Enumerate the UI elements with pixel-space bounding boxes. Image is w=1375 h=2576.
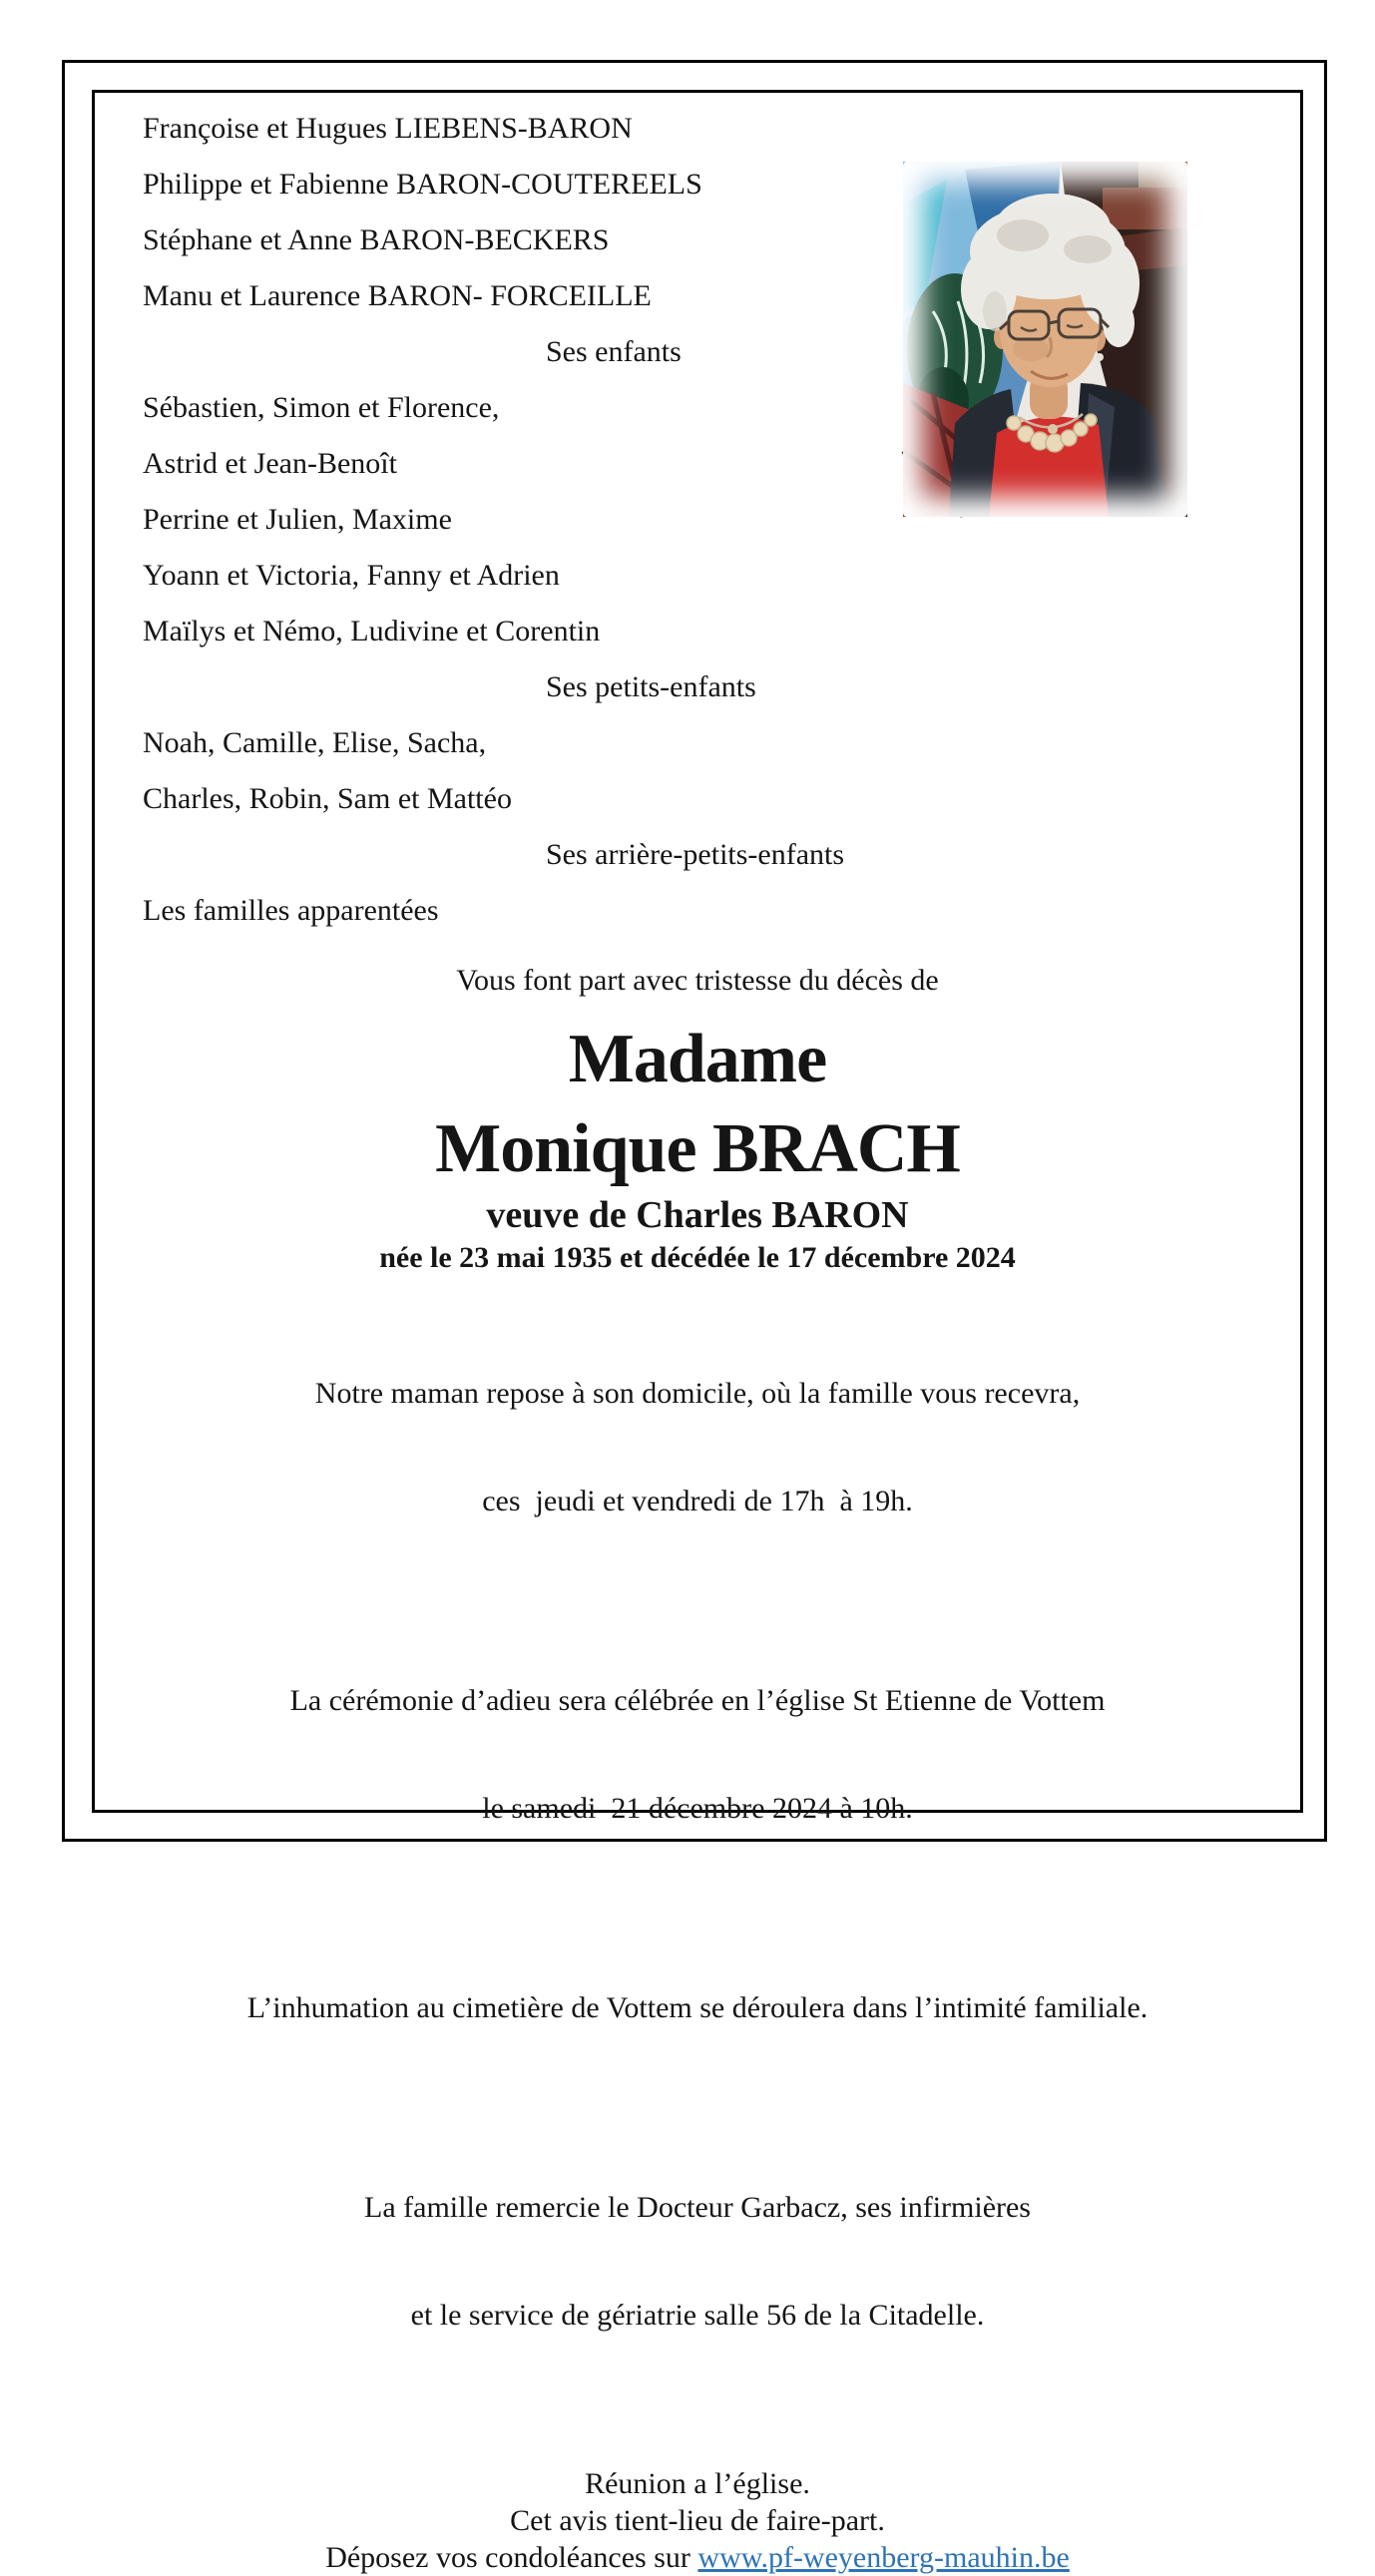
widow-line: veuve de Charles BARON <box>486 1194 909 1236</box>
grandchildren-line: Sébastien, Simon et Florence, <box>143 391 500 424</box>
children-label: Ses enfants <box>546 335 682 368</box>
grandchildren-line: Perrine et Julien, Maxime <box>143 503 452 536</box>
greatgrandchildren-label: Ses arrière-petits-enfants <box>546 838 845 871</box>
ceremony-paragraph <box>95 1611 1300 1899</box>
family-line: Françoise et Hugues LIEBENS-BARON <box>143 112 633 145</box>
burial-paragraph <box>95 1919 1300 2098</box>
deceased-title: Madame <box>568 1021 827 1097</box>
paragraph-line: La famille remercie le Docteur Garbacz, ses infirmières <box>364 2191 1031 2224</box>
grandchildren-line: Yoann et Victoria, Fanny et Adrien <box>143 559 560 592</box>
obituary-content <box>95 93 1300 2574</box>
condolences-prefix: Déposez vos condoléances sur <box>325 2541 698 2574</box>
birth-death-dates: née le 23 mai 1935 et décédée le 17 décembre 2024 <box>379 1241 1016 1274</box>
paragraph-line: Notre maman repose à son domicile, où la famille vous recevra, <box>314 1377 1081 1410</box>
family-line: Stéphane et Anne BARON-BECKERS <box>143 223 610 256</box>
greatgrandchildren-line: Noah, Camille, Elise, Sacha, <box>143 726 487 759</box>
wake-paragraph <box>95 1304 1300 1591</box>
grandchildren-label: Ses petits-enfants <box>546 670 756 703</box>
paragraph-line: le samedi 21 décembre 2024 à 10h. <box>482 1792 913 1825</box>
closing-line: Cet avis tient-lieu de faire-part. <box>510 2504 885 2537</box>
portrait-photo-illustration <box>903 162 1187 517</box>
closing-line: Réunion a l’église. <box>585 2467 810 2500</box>
paragraph-line: La cérémonie d’adieu sera célébrée en l’église St Etienne de Vottem <box>289 1684 1106 1717</box>
paragraph-line: et le service de gériatrie salle 56 de la Citadelle. <box>410 2299 985 2332</box>
paragraph-line: L’inhumation au cimetière de Vottem se déroulera dans l’intimité familiale. <box>246 1991 1148 2024</box>
closing-block <box>95 2465 1300 2576</box>
grandchildren-line: Astrid et Jean-Benoît <box>143 447 397 480</box>
condolences-line <box>95 2539 1300 2576</box>
related-families-line: Les familles apparentées <box>143 894 439 927</box>
announcement-line: Vous font part avec tristesse du décès de <box>456 964 939 997</box>
deceased-name: Monique BRACH <box>435 1110 960 1187</box>
paragraph-line: ces jeudi et vendredi de 17h à 19h. <box>482 1485 913 1517</box>
family-line: Philippe et Fabienne BARON-COUTEREELS <box>143 168 702 201</box>
grandchildren-line: Maïlys et Némo, Ludivine et Corentin <box>143 615 601 647</box>
condolences-link[interactable]: www.pf-weyenberg-mauhin.be <box>697 2541 1070 2574</box>
greatgrandchildren-line: Charles, Robin, Sam et Mattéo <box>143 782 512 815</box>
portrait-photo <box>903 162 1187 517</box>
family-line: Manu et Laurence BARON- FORCEILLE <box>143 279 652 312</box>
thanks-paragraph <box>95 2118 1300 2405</box>
